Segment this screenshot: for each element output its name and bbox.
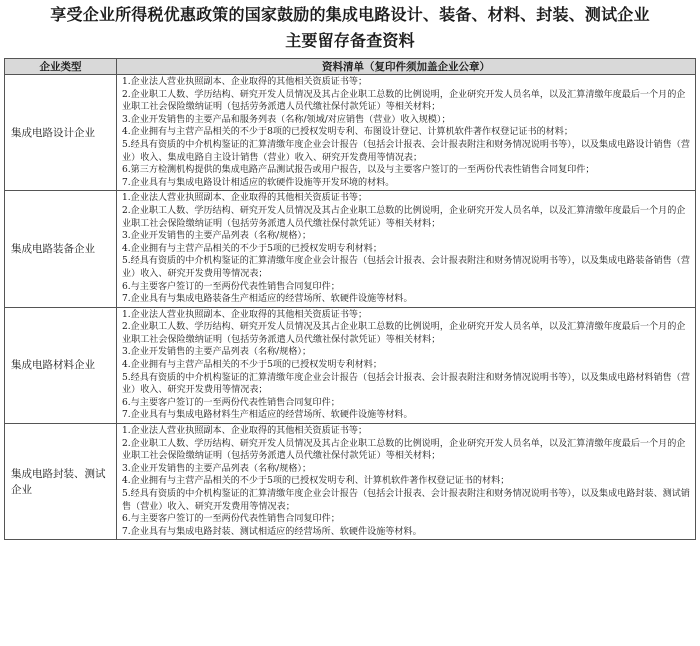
list-item: 2.企业职工人数、学历结构、研究开发人员情况及其占企业职工总数的比例说明，企业研究开发人员名单，以及汇算清缴年度最后一个月的企业职工社会保险缴纳证明（包括劳务派遣人员代缴社保付款凭证）等相关材料； [122, 438, 686, 462]
list-item: 4.企业拥有与主营产品相关的不少于5项的已授权发明专利材料； [122, 360, 382, 371]
list-item: 6.第三方检测机构提供的集成电路产品测试报告或用户报告，以及与主要客户签订的一至两份代表性销售合同复印件； [122, 165, 595, 176]
list-item: 7.企业具有与集成电路装备生产相适应的经营场所、软硬件设施等材料。 [122, 294, 413, 305]
requirements-table [4, 58, 696, 540]
list-item: 1.企业法人营业执照副本、企业取得的其他相关资质证书等； [122, 426, 368, 437]
title-line-2: 主要留存备查资料 [285, 31, 415, 50]
list-item: 5.经具有资质的中介机构鉴证的汇算清缴年度企业会计报告（包括会计报表、会计报表附注和财务情况说明书等），以及集成电路设计销售（营业）收入、集成电路自主设计销售（营业）收入、研究开发费用等情况表； [122, 139, 690, 163]
table-row [5, 191, 696, 307]
title-line-1: 享受企业所得税优惠政策的国家鼓励的集成电路设计、装备、材料、封装、测试企业 [50, 5, 650, 24]
list-item: 3.企业开发销售的主要产品和服务列表（名称/领域/对应销售（营业）收入规模）； [122, 114, 451, 125]
materials-list-cell [117, 75, 696, 191]
list-item: 4.企业拥有与主营产品相关的不少于8项的已授权发明专利、布图设计登记、计算机软件著作权登记证书的材料； [122, 127, 573, 138]
table-header-row [5, 59, 696, 75]
enterprise-type-cell: 集成电路装备企业 [5, 191, 117, 307]
list-item: 2.企业职工人数、学历结构、研究开发人员情况及其占企业职工总数的比例说明，企业研究开发人员名单，以及汇算清缴年度最后一个月的企业职工社会保险缴纳证明（包括劳务派遣人员代缴社保付款凭证）等相关材料； [122, 89, 686, 113]
materials-list-cell [117, 191, 696, 307]
header-materials-list: 资料清单（复印件须加盖企业公章） [117, 59, 696, 75]
list-item: 5.经具有资质的中介机构鉴证的汇算清缴年度企业会计报告（包括会计报表、会计报表附注和财务情况说明书等），以及集成电路装备销售（营业）收入、研究开发费用等情况表； [122, 256, 690, 279]
header-enterprise-type: 企业类型 [5, 59, 117, 75]
list-item: 5.经具有资质的中介机构鉴证的汇算清缴年度企业会计报告（包括会计报表、会计报表附注和财务情况说明书等），以及集成电路封装、测试销售（营业）收入、研究开发费用等情况表； [122, 489, 690, 512]
list-item: 3.企业开发销售的主要产品列表（名称/规格）； [122, 347, 312, 358]
list-item: 4.企业拥有与主营产品相关的不少于5项的已授权发明专利材料； [122, 243, 382, 254]
list-item: 6.与主要客户签订的一至两份代表性销售合同复印件； [122, 397, 340, 408]
enterprise-type-cell: 集成电路设计企业 [5, 75, 117, 191]
list-item: 1.企业法人营业执照副本、企业取得的其他相关资质证书等； [122, 193, 368, 204]
list-item: 7.企业具有与集成电路封装、测试相适应的经营场所、软硬件设施等材料。 [122, 526, 422, 537]
list-item: 6.与主要客户签订的一至两份代表性销售合同复印件； [122, 281, 340, 292]
list-item: 7.企业具有与集成电路设计相适应的软硬件设施等开发环境的材料。 [122, 177, 395, 188]
list-item: 3.企业开发销售的主要产品列表（名称/规格）； [122, 463, 312, 474]
list-item: 1.企业法人营业执照副本、企业取得的其他相关资质证书等； [122, 77, 368, 87]
document-title [0, 0, 700, 56]
list-item: 5.经具有资质的中介机构鉴证的汇算清缴年度企业会计报告（包括会计报表、会计报表附注和财务情况说明书等），以及集成电路材料销售（营业）收入、研究开发费用等情况表； [122, 372, 690, 396]
table-row [5, 75, 696, 191]
materials-list-cell [117, 307, 696, 423]
table-row [5, 307, 696, 423]
list-item: 3.企业开发销售的主要产品列表（名称/规格）； [122, 231, 312, 242]
enterprise-type-cell: 集成电路材料企业 [5, 307, 117, 423]
list-item: 7.企业具有与集成电路材料生产相适应的经营场所、软硬件设施等材料。 [122, 410, 413, 421]
materials-list-cell [117, 424, 696, 540]
table-row [5, 424, 696, 540]
enterprise-type-cell: 集成电路封装、测试企业 [5, 424, 117, 540]
list-item: 4.企业拥有与主营产品相关的不少于5项的已授权发明专利、计算机软件著作权登记证书的材料； [122, 476, 510, 487]
list-item: 2.企业职工人数、学历结构、研究开发人员情况及其占企业职工总数的比例说明，企业研究开发人员名单，以及汇算清缴年度最后一个月的企业职工社会保险缴纳证明（包括劳务派遣人员代缴社保付款凭证）等相关材料； [122, 322, 686, 345]
list-item: 2.企业职工人数、学历结构、研究开发人员情况及其占企业职工总数的比例说明，企业研究开发人员名单，以及汇算清缴年度最后一个月的企业职工社会保险缴纳证明（包括劳务派遣人员代缴社保付款凭证）等相关材料； [122, 205, 686, 229]
list-item: 1.企业法人营业执照副本、企业取得的其他相关资质证书等； [122, 309, 368, 320]
list-item: 6.与主要客户签订的一至两份代表性销售合同复印件； [122, 514, 340, 525]
